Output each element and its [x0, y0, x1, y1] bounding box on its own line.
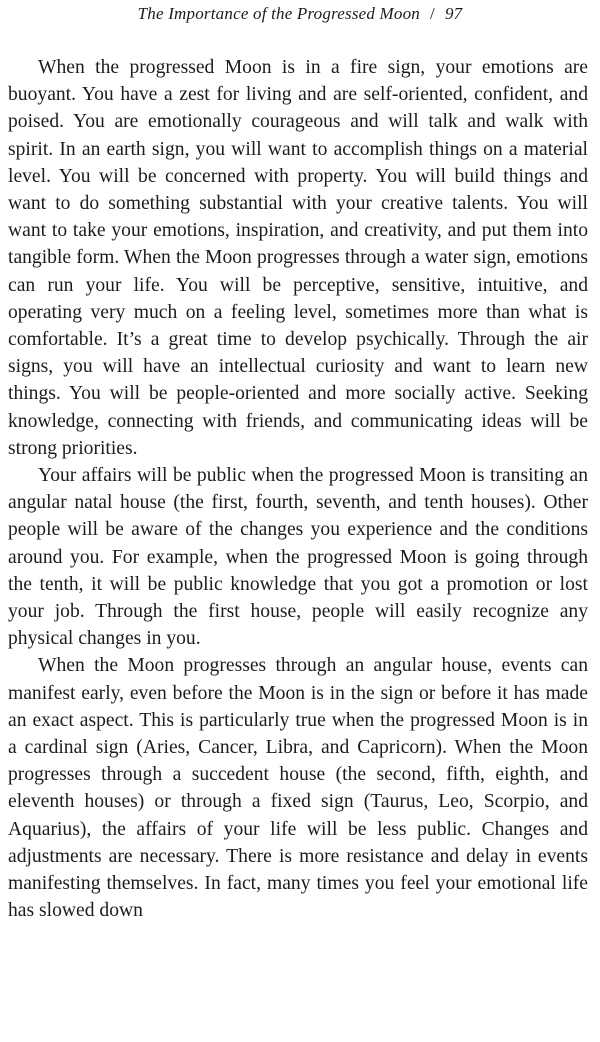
running-header [0, 4, 600, 24]
header-separator: / [430, 4, 435, 23]
paragraph-3: When the Moon progresses through an angular house, events can manifest early, even before the Moon is in the sign or before it has made an exact aspect. This is particularly true when the progressed Moon is in a cardinal sign (Aries, Cancer, Libra, and Capricorn). When the Moon progresses through a succedent house (the second, fifth, eighth, and eleventh houses) or through a fixed sign (Taurus, Leo, Scorpio, and Aquarius), the affairs of your life will be less public. Changes and adjustments are necessary. There is more resistance and delay in events manifesting themselves. In fact, many times you feel your emotional life has slowed down [8, 655, 588, 922]
chapter-title: The Importance of the Progressed Moon [137, 4, 420, 23]
paragraph-1: When the progressed Moon is in a fire sign, your emotions are buoyant. You have a zest for living and are self-oriented, confident, and poised. You are emotionally courageous and will talk and walk with spirit. In an earth sign, you will want to accomplish things on a material level. You will be concerned with property. You will build things and want to do something substantial with your creative talents. You will want to take your emotions, inspiration, and creativity, and put them into tangible form. When the Moon progresses through a water sign, emotions can run your life. You will be perceptive, sensitive, intuitive, and operating very much on a feeling level, sometimes more than what is comfortable. It’s a great time to develop psychically. Through the air signs, you will have an intellectual curiosity and want to learn new things. You will be people-oriented and more socially active. Seeking knowledge, connecting with friends, and communicating ideas will be strong priorities. [8, 57, 588, 459]
paragraph-2: Your affairs will be public when the progressed Moon is transiting an angular natal house (the first, fourth, seventh, and tenth houses). Other people will be aware of the changes you experience and the conditions around you. For example, when the progressed Moon is going through the tenth, it will be public knowledge that you got a promotion or lost your job. Through the first house, people will easily recognize any physical changes in you. [8, 465, 588, 650]
page-number: 97 [444, 4, 463, 23]
body-text [8, 54, 588, 925]
